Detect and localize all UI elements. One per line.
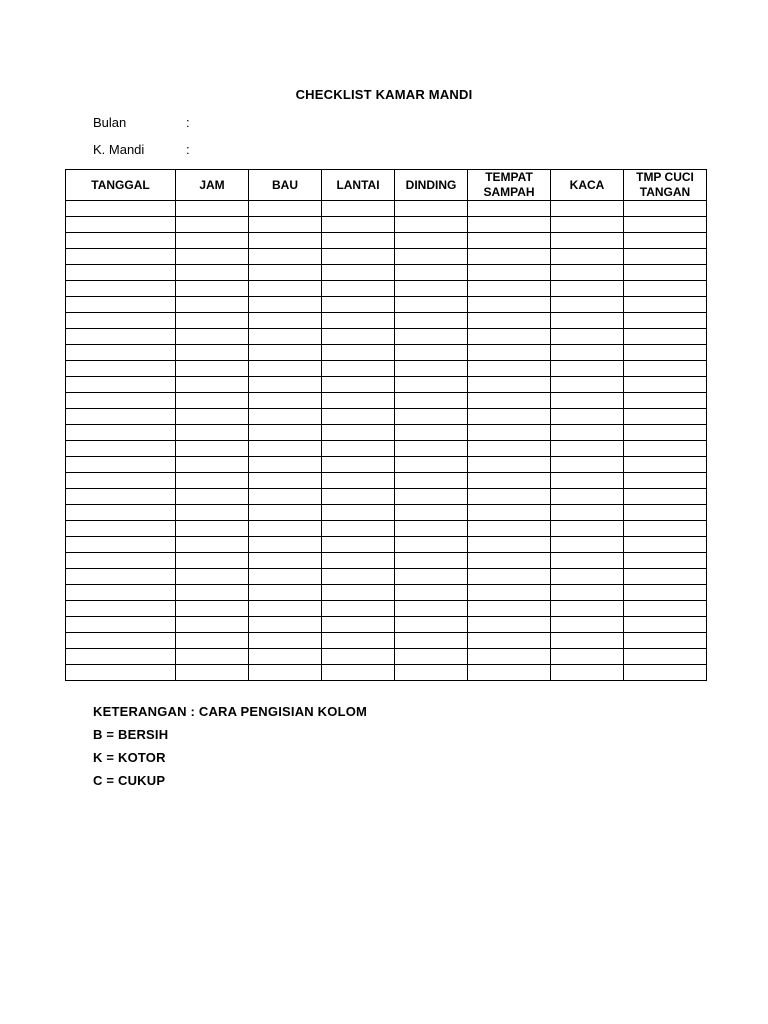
table-cell [395,489,468,505]
table-cell [322,505,395,521]
table-row [66,281,707,297]
table-cell [624,633,707,649]
table-row [66,633,707,649]
table-cell [624,217,707,233]
table-row [66,537,707,553]
legend-item-cukup: C = CUKUP [93,773,166,788]
table-cell [624,553,707,569]
table-cell [624,473,707,489]
table-cell [551,457,624,473]
table-cell [66,617,176,633]
table-row [66,665,707,681]
table-cell [249,297,322,313]
table-cell [551,585,624,601]
table-cell [551,409,624,425]
table-cell [176,297,249,313]
table-cell [249,633,322,649]
table-cell [322,553,395,569]
table-cell [468,489,551,505]
table-cell [66,297,176,313]
table-cell [249,329,322,345]
table-cell [468,217,551,233]
table-cell [176,217,249,233]
table-cell [624,201,707,217]
table-row [66,441,707,457]
table-row [66,601,707,617]
table-cell [395,297,468,313]
table-row [66,585,707,601]
table-cell [176,489,249,505]
table-cell [176,521,249,537]
table-cell [468,377,551,393]
table-cell [395,233,468,249]
table-cell [468,473,551,489]
table-cell [624,233,707,249]
table-cell [551,489,624,505]
table-cell [66,265,176,281]
table-cell [395,585,468,601]
table-cell [395,601,468,617]
table-cell [176,649,249,665]
table-cell [468,313,551,329]
table-cell [176,393,249,409]
table-cell [468,617,551,633]
table-cell [322,425,395,441]
table-cell [468,601,551,617]
table-cell [176,329,249,345]
table-cell [551,665,624,681]
table-cell [551,441,624,457]
table-cell [551,473,624,489]
table-cell [468,633,551,649]
table-cell [624,489,707,505]
table-cell [468,569,551,585]
table-body [66,201,707,681]
table-cell [468,281,551,297]
table-row [66,569,707,585]
table-cell [468,649,551,665]
table-cell [395,249,468,265]
table-cell [624,521,707,537]
table-cell [624,249,707,265]
table-row [66,233,707,249]
table-cell [551,505,624,521]
table-cell [176,313,249,329]
table-cell [176,601,249,617]
table-cell [176,265,249,281]
table-row [66,489,707,505]
table-cell [468,233,551,249]
table-cell [395,393,468,409]
table-cell [551,393,624,409]
table-cell [468,265,551,281]
column-header-tempat-sampah: TEMPAT SAMPAH [468,170,551,201]
table-cell [395,265,468,281]
table-row [66,553,707,569]
table-cell [624,585,707,601]
table-cell [66,569,176,585]
table-cell [249,665,322,681]
table-cell [468,361,551,377]
table-cell [249,617,322,633]
table-cell [624,345,707,361]
table-row [66,297,707,313]
table-cell [468,297,551,313]
table-cell [249,441,322,457]
table-cell [624,361,707,377]
table-cell [249,201,322,217]
table-cell [249,505,322,521]
table-cell [322,393,395,409]
table-cell [551,217,624,233]
table-cell [322,201,395,217]
table-cell [176,441,249,457]
table-cell [468,345,551,361]
table-row [66,649,707,665]
checklist-table [65,169,707,681]
table-cell [551,569,624,585]
table-cell [395,425,468,441]
table-cell [468,521,551,537]
table-cell [322,297,395,313]
table-cell [551,329,624,345]
table-row [66,345,707,361]
table-cell [322,345,395,361]
table-cell [395,345,468,361]
table-cell [322,489,395,505]
table-cell [66,217,176,233]
table-cell [322,649,395,665]
table-cell [468,425,551,441]
table-cell [395,569,468,585]
table-cell [249,313,322,329]
table-cell [176,553,249,569]
table-cell [66,633,176,649]
table-cell [468,409,551,425]
table-cell [395,473,468,489]
table-row [66,249,707,265]
table-row [66,217,707,233]
table-cell [249,585,322,601]
table-cell [395,521,468,537]
table-cell [249,217,322,233]
field-k-mandi-label: K. Mandi [93,142,145,157]
table-cell [66,521,176,537]
table-cell [322,585,395,601]
table-cell [176,457,249,473]
table-cell [249,569,322,585]
table-row [66,313,707,329]
table-cell [624,441,707,457]
table-cell [551,633,624,649]
table-cell [176,409,249,425]
table-cell [66,425,176,441]
table-cell [66,249,176,265]
table-row [66,505,707,521]
table-cell [176,281,249,297]
field-bulan [93,115,190,130]
table-cell [249,393,322,409]
table-cell [66,377,176,393]
table-cell [66,361,176,377]
table-header-row [66,170,707,201]
table-cell [176,569,249,585]
table-row [66,457,707,473]
table-cell [624,329,707,345]
table-cell [551,553,624,569]
table-cell [551,249,624,265]
table-cell [176,345,249,361]
table-cell [551,649,624,665]
table-cell [249,489,322,505]
table-cell [624,569,707,585]
table-cell [176,201,249,217]
table-cell [395,361,468,377]
table-cell [551,537,624,553]
table-cell [395,457,468,473]
table-cell [395,281,468,297]
table-cell [66,473,176,489]
table-cell [66,393,176,409]
table-cell [249,249,322,265]
page-title: CHECKLIST KAMAR MANDI [295,87,473,102]
legend [93,703,367,795]
table-cell [322,633,395,649]
table-cell [249,281,322,297]
table-cell [395,329,468,345]
table-cell [551,361,624,377]
column-header-tanggal: TANGGAL [66,170,176,201]
table-cell [322,665,395,681]
table-cell [468,329,551,345]
table-cell [176,361,249,377]
table-cell [66,329,176,345]
table-row [66,361,707,377]
table-row [66,377,707,393]
table-cell [176,505,249,521]
table-cell [624,297,707,313]
table-cell [322,569,395,585]
column-header-bau: BAU [249,170,322,201]
table-cell [176,473,249,489]
table-cell [551,377,624,393]
table-cell [322,521,395,537]
table-cell [395,553,468,569]
table-cell [66,457,176,473]
table-cell [176,537,249,553]
table-cell [322,537,395,553]
table-cell [624,393,707,409]
table-cell [624,377,707,393]
table-cell [66,649,176,665]
table-cell [249,409,322,425]
table-cell [624,617,707,633]
table-cell [551,617,624,633]
table-cell [176,665,249,681]
table-cell [624,601,707,617]
table-cell [395,505,468,521]
table-cell [468,441,551,457]
table-cell [176,633,249,649]
table-cell [176,425,249,441]
table-cell [624,409,707,425]
table-cell [395,633,468,649]
table-cell [322,249,395,265]
table-cell [551,521,624,537]
table-cell [395,441,468,457]
table-row [66,393,707,409]
table-cell [395,377,468,393]
table-cell [322,361,395,377]
table-cell [551,425,624,441]
table-cell [468,553,551,569]
table-cell [66,201,176,217]
column-header-dinding: DINDING [395,170,468,201]
table-cell [322,217,395,233]
field-k-mandi-separator: : [186,142,190,157]
table-cell [322,329,395,345]
table-cell [395,201,468,217]
table-cell [551,281,624,297]
table-cell [249,425,322,441]
table-cell [322,281,395,297]
table-cell [66,537,176,553]
table-cell [249,473,322,489]
table-cell [395,217,468,233]
table-row [66,521,707,537]
table-cell [624,425,707,441]
table-cell [395,409,468,425]
table-cell [624,313,707,329]
table-cell [322,265,395,281]
table-cell [176,377,249,393]
table-cell [624,265,707,281]
table-row [66,409,707,425]
table-cell [624,281,707,297]
table-cell [66,585,176,601]
table-cell [66,505,176,521]
table-cell [66,489,176,505]
table-row [66,617,707,633]
table-cell [176,249,249,265]
table-row [66,201,707,217]
table-cell [551,313,624,329]
legend-heading: KETERANGAN : CARA PENGISIAN KOLOM [93,704,368,719]
column-header-kaca: KACA [551,170,624,201]
table-cell [249,265,322,281]
table-cell [66,409,176,425]
table-cell [249,457,322,473]
table-cell [176,585,249,601]
table-cell [66,441,176,457]
table-cell [468,537,551,553]
column-header-jam: JAM [176,170,249,201]
column-header-tmp-cuci-tangan: TMP CUCI TANGAN [624,170,707,201]
table-cell [395,649,468,665]
table-cell [468,665,551,681]
table-cell [66,601,176,617]
column-header-lantai: LANTAI [322,170,395,201]
table-cell [468,505,551,521]
table-cell [551,201,624,217]
table-cell [468,585,551,601]
table-row [66,473,707,489]
table-cell [322,377,395,393]
table-cell [395,313,468,329]
table-cell [322,617,395,633]
legend-item-kotor: K = KOTOR [93,750,166,765]
table-cell [468,457,551,473]
table-cell [66,313,176,329]
table-cell [176,233,249,249]
table-cell [322,409,395,425]
table-cell [66,345,176,361]
table-cell [624,457,707,473]
table-cell [322,473,395,489]
table-cell [322,233,395,249]
legend-item-bersih: B = BERSIH [93,727,169,742]
table-cell [249,233,322,249]
table-cell [249,537,322,553]
table-cell [249,601,322,617]
table-cell [395,617,468,633]
table-row [66,265,707,281]
table-cell [551,601,624,617]
table-cell [551,297,624,313]
table-cell [66,665,176,681]
table-cell [551,233,624,249]
table-cell [624,505,707,521]
table-cell [249,377,322,393]
table-cell [249,345,322,361]
field-bulan-separator: : [186,115,190,130]
table-cell [249,649,322,665]
table-cell [249,553,322,569]
table-cell [624,649,707,665]
table-row [66,329,707,345]
table-cell [322,313,395,329]
table-cell [624,665,707,681]
table-cell [66,281,176,297]
table-cell [551,265,624,281]
table-cell [468,249,551,265]
table-cell [249,521,322,537]
table-cell [322,457,395,473]
table-cell [322,441,395,457]
table-cell [468,201,551,217]
table-cell [551,345,624,361]
table-cell [624,537,707,553]
field-k-mandi [93,142,190,157]
table-row [66,425,707,441]
table-cell [395,665,468,681]
table-cell [468,393,551,409]
table-cell [249,361,322,377]
table-cell [66,233,176,249]
table-cell [176,617,249,633]
field-bulan-label: Bulan [93,115,127,130]
table-cell [322,601,395,617]
table-cell [395,537,468,553]
table-cell [66,553,176,569]
